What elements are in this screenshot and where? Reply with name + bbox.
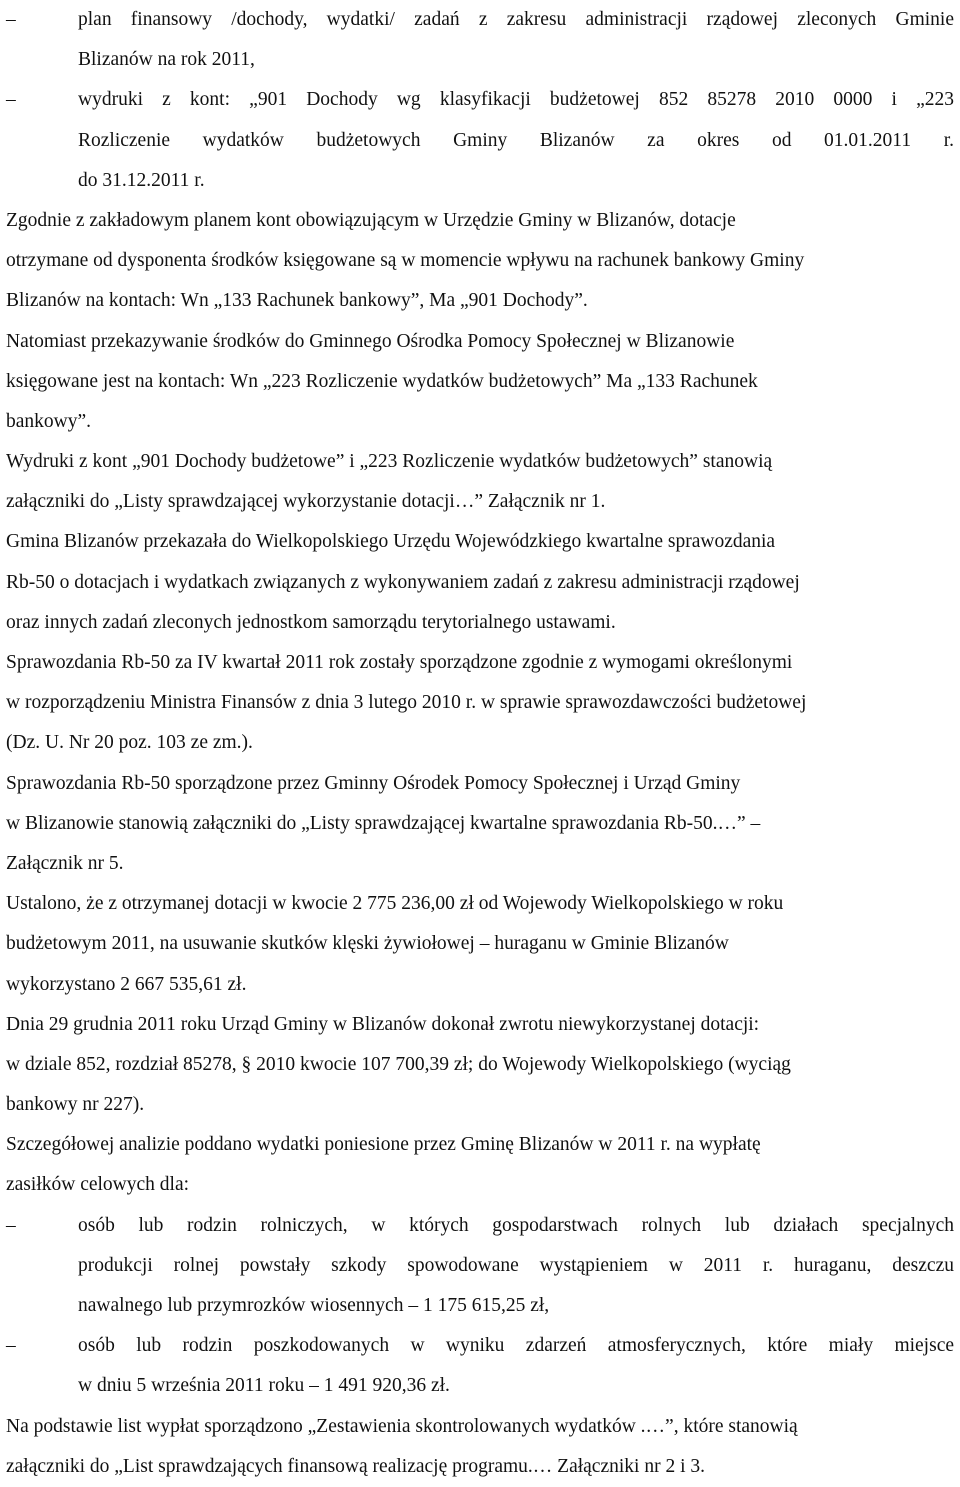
paragraph-line-continuation xyxy=(6,563,954,603)
text-line: otrzymane od dysponenta środków księgowane są w momencie wpływu na rachunek bankowy Gminy xyxy=(6,250,805,272)
paragraph-line-continuation xyxy=(6,1045,954,1085)
text-line: Dnia 29 grudnia 2011 roku Urząd Gminy w Blizanów dokonał zwrotu niewykorzystanej dotacji: xyxy=(6,1013,760,1035)
text-line: bankowy”. xyxy=(6,410,92,432)
paragraph-line xyxy=(6,522,954,562)
text-line: Rozliczenie wydatków budżetowych Gminy Blizanów za okres od 01.01.2011 r. xyxy=(78,129,954,151)
text-line: plan finansowy /dochody, wydatki/ zadań z zakresu administracji rządowej zleconych Gminie xyxy=(78,9,954,30)
text-line: wykorzystano 2 667 535,61 zł. xyxy=(6,973,247,995)
paragraph-line-continuation xyxy=(6,965,954,1005)
text-line: Wydruki z kont „901 Dochody budżetowe” i „223 Rozliczenie wydatków budżetowych” stanowią xyxy=(6,451,773,473)
bullet-item-continuation xyxy=(6,121,954,161)
paragraph-line-continuation xyxy=(6,482,954,522)
paragraph-line xyxy=(6,322,954,362)
text-line: Szczegółowej analizie poddano wydatki poniesione przez Gminę Blizanów w 2011 r. na wypłatę xyxy=(6,1134,761,1156)
text-line: Sprawozdania Rb-50 sporządzone przez Gminny Ośrodek Pomocy Społecznej i Urząd Gminy xyxy=(6,772,741,794)
text-line: w dziale 852, rozdział 85278, § 2010 kwocie 107 700,39 zł; do Wojewody Wielkopolskiego (wyciąg xyxy=(6,1053,791,1075)
paragraph-line-continuation xyxy=(6,603,954,643)
text-line: w Blizanowie stanowią załączniki do „Listy sprawdzającej kwartalne sprawozdania Rb-50.…” – xyxy=(6,812,761,834)
bullet-item-continuation xyxy=(6,161,954,201)
text-line: Na podstawie list wypłat sporządzono „Zestawienia skontrolowanych wydatków .…”, które stanowią xyxy=(6,1415,798,1437)
text-line: załączniki do „Listy sprawdzającej wykorzystanie dotacji…” Załącznik nr 1. xyxy=(6,491,606,513)
text-line: księgowane jest na kontach: Wn „223 Rozliczenie wydatków budżetowych” Ma „133 Rachunek xyxy=(6,370,758,392)
text-line: Gmina Blizanów przekazała do Wielkopolskiego Urzędu Wojewódzkiego kwartalne sprawozdania xyxy=(6,531,776,553)
paragraph-line-continuation xyxy=(6,683,954,723)
paragraph-line xyxy=(6,1005,954,1045)
bullet-item xyxy=(6,1326,954,1366)
text-line: wydruki z kont: „901 Dochody wg klasyfikacji budżetowej 852 85278 2010 0000 i „223 xyxy=(78,89,954,111)
text-line: (Dz. U. Nr 20 poz. 103 ze zm.). xyxy=(6,732,253,754)
paragraph-line xyxy=(6,643,954,683)
text-line: osób lub rodzin poszkodowanych w wyniku zdarzeń atmosferycznych, które miały miejsce xyxy=(78,1335,954,1357)
paragraph-line-continuation xyxy=(6,1165,954,1205)
text-line: Ustalono, że z otrzymanej dotacji w kwocie 2 775 236,00 zł od Wojewody Wielkopolskiego w roku xyxy=(6,893,784,915)
bullet-dash: – xyxy=(6,89,16,111)
bullet-item-continuation xyxy=(6,1366,954,1406)
text-line: do 31.12.2011 r. xyxy=(78,169,205,191)
text-line: bankowy nr 227). xyxy=(6,1094,145,1116)
text-line: Załącznik nr 5. xyxy=(6,852,124,874)
paragraph-line xyxy=(6,201,954,241)
paragraph-line-continuation xyxy=(6,241,954,281)
bullet-dash: – xyxy=(6,9,16,30)
bullet-item xyxy=(6,0,954,40)
bullet-item-continuation xyxy=(6,1246,954,1286)
paragraph-line-continuation xyxy=(6,924,954,964)
paragraph-line xyxy=(6,884,954,924)
paragraph-line xyxy=(6,442,954,482)
text-line: w dniu 5 września 2011 roku – 1 491 920,36 zł. xyxy=(78,1375,450,1397)
text-line: nawalnego lub przymrozków wiosennych – 1 175 615,25 zł, xyxy=(78,1295,550,1316)
paragraph-line-continuation xyxy=(6,844,954,884)
text-line: zasiłków celowych dla: xyxy=(6,1174,190,1196)
paragraph-line-continuation xyxy=(6,723,954,763)
text-line: Rb-50 o dotacjach i wydatkach związanych z wykonywaniem zadań z zakresu administracji rządowej xyxy=(6,571,800,593)
text-line: w rozporządzeniu Ministra Finansów z dnia 3 lutego 2010 r. w sprawie sprawozdawczości budżetowej xyxy=(6,692,807,714)
paragraph-line-continuation xyxy=(6,1085,954,1125)
text-line: załączniki do „List sprawdzających finansową realizację programu.… Załączniki nr 2 i 3. xyxy=(6,1455,705,1477)
text-line: Sprawozdania Rb-50 za IV kwartał 2011 rok zostały sporządzone zgodnie z wymogami określonymi xyxy=(6,652,793,673)
paragraph-line-continuation xyxy=(6,362,954,402)
paragraph-line-continuation xyxy=(6,402,954,442)
bullet-dash: – xyxy=(6,1335,16,1357)
paragraph-line-continuation xyxy=(6,1447,954,1487)
bullet-dash: – xyxy=(6,1214,16,1236)
paragraph-line-continuation xyxy=(6,804,954,844)
paragraph-line xyxy=(6,1125,954,1165)
text-line: oraz innych zadań zleconych jednostkom samorządu terytorialnego ustawami. xyxy=(6,611,616,633)
bullet-item xyxy=(6,1206,954,1246)
text-line: Zgodnie z zakładowym planem kont obowiązującym w Urzędzie Gminy w Blizanów, dotacje xyxy=(6,209,736,231)
text-line: Blizanów na rok 2011, xyxy=(78,49,255,71)
text-line: produkcji rolnej powstały szkody spowodowane wystąpieniem w 2011 r. huraganu, deszczu xyxy=(78,1254,954,1276)
paragraph-line xyxy=(6,1407,954,1447)
bullet-item-continuation xyxy=(6,1286,954,1326)
bullet-item xyxy=(6,80,954,120)
paragraph-line xyxy=(6,764,954,804)
text-line: osób lub rodzin rolniczych, w których gospodarstwach rolnych lub działach specjalnych xyxy=(78,1214,954,1236)
bullet-item-continuation xyxy=(6,40,954,80)
paragraph-line-continuation xyxy=(6,281,954,321)
text-line: Blizanów na kontach: Wn „133 Rachunek bankowy”, Ma „901 Dochody”. xyxy=(6,290,588,312)
text-line: Natomiast przekazywanie środków do Gminnego Ośrodka Pomocy Społecznej w Blizanowie xyxy=(6,330,735,352)
text-line: budżetowym 2011, na usuwanie skutków klęski żywiołowej – huraganu w Gminie Blizanów xyxy=(6,933,729,955)
document-page xyxy=(6,0,954,1487)
